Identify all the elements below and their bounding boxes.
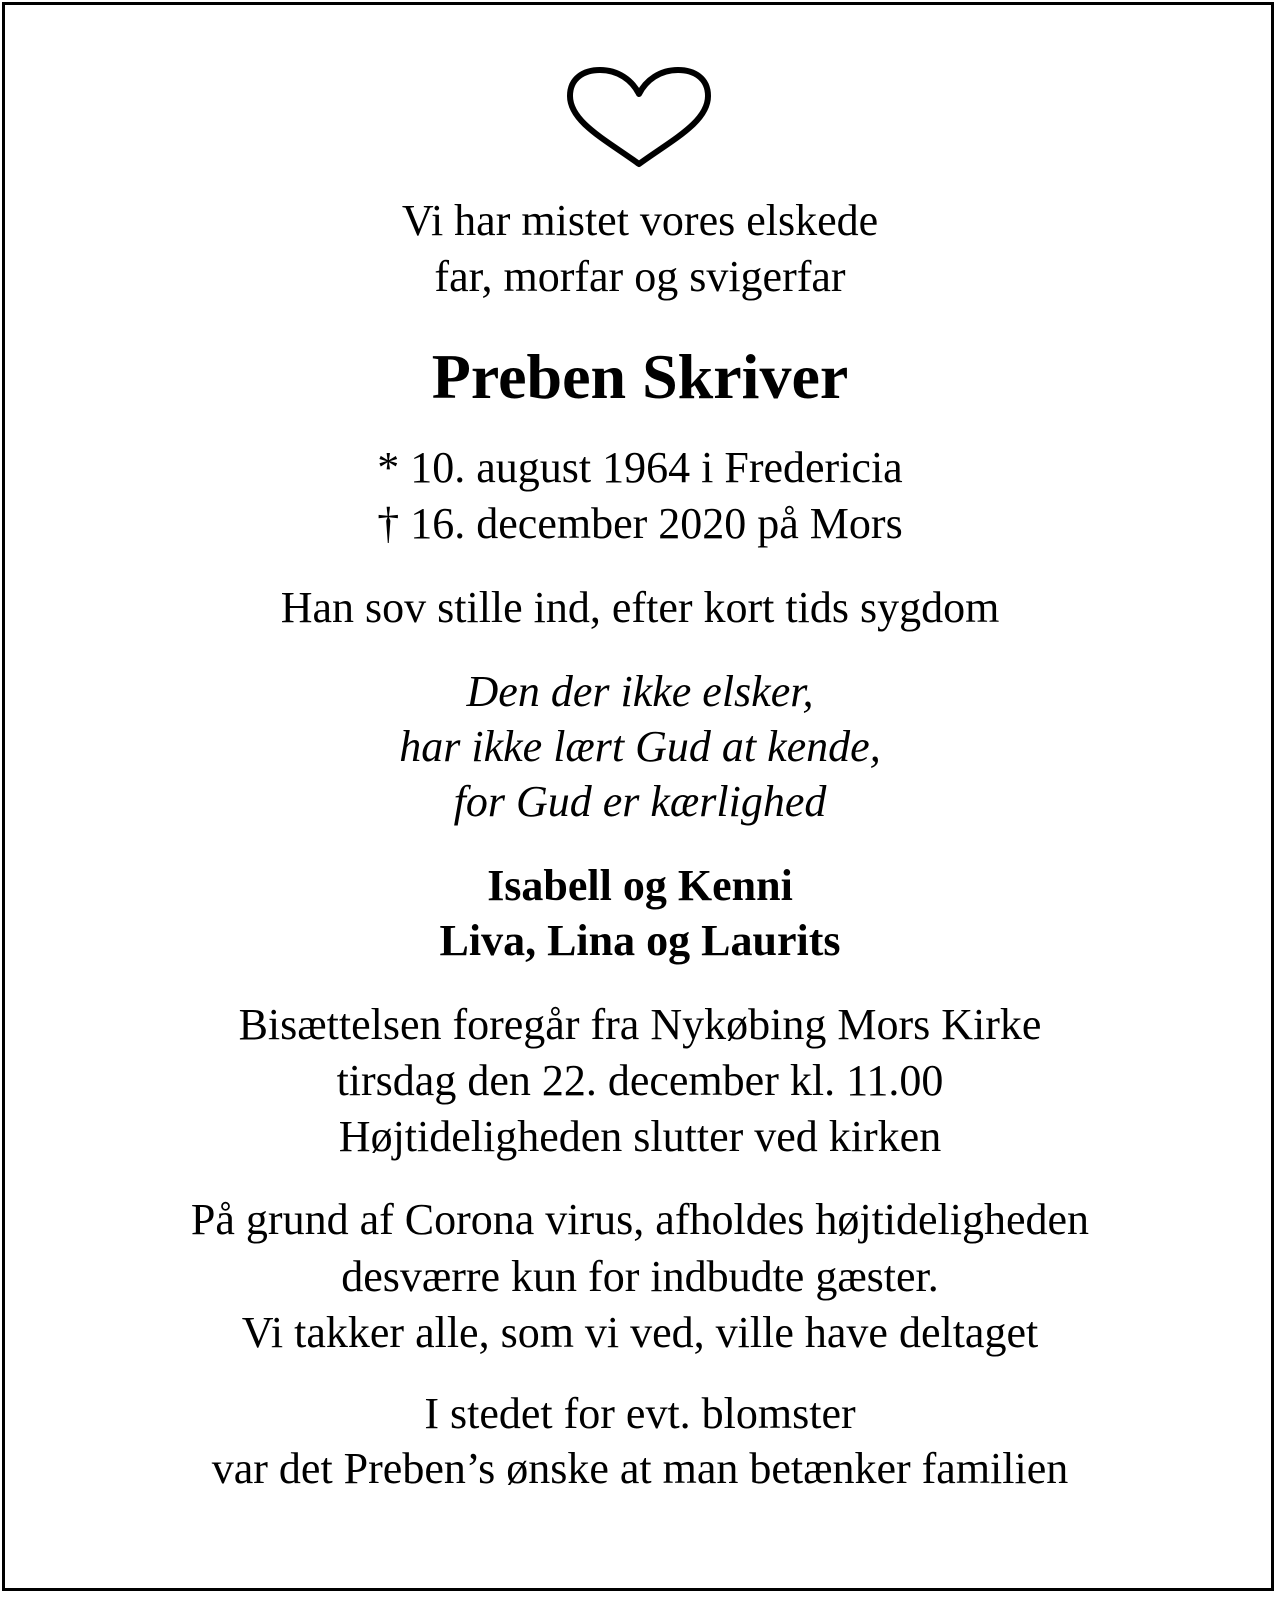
- funeral-line-3: Højtideligheden slutter ved kirken: [338, 1112, 942, 1161]
- birth-date: * 10. august 1964 i Fredericia: [377, 443, 903, 492]
- corona-line-2: desværre kun for indbudte gæster.: [341, 1252, 939, 1301]
- funeral-line-2: tirsdag den 22. december kl. 11.00: [336, 1056, 944, 1105]
- death-date: † 16. december 2020 på Mors: [377, 499, 903, 548]
- corona-line-3: Vi takker alle, som vi ved, ville have deltaget: [241, 1308, 1039, 1357]
- deceased-name: Preben Skriver: [431, 341, 849, 412]
- flowers-line-2: var det Preben’s ønske at man betænker familien: [211, 1444, 1069, 1493]
- verse-line-2: har ikke lært Gud at kende,: [399, 722, 881, 771]
- intro-line-1: Vi har mistet vores elskede: [401, 196, 879, 245]
- corona-line-1: På grund af Corona virus, afholdes højtideligheden: [190, 1195, 1090, 1244]
- family-line-1: Isabell og Kenni: [487, 861, 793, 910]
- flowers-line-1: I stedet for evt. blomster: [424, 1389, 856, 1438]
- funeral-line-1: Bisættelsen foregår fra Nykøbing Mors Kirke: [238, 1000, 1042, 1049]
- family-line-2: Liva, Lina og Laurits: [439, 916, 841, 965]
- intro-line-2: far, morfar og svigerfar: [434, 252, 846, 301]
- passing-text: Han sov stille ind, efter kort tids sygdom: [280, 583, 1000, 632]
- verse-line-3: for Gud er kærlighed: [453, 777, 827, 826]
- heart-icon: [566, 66, 712, 170]
- verse-line-1: Den der ikke elsker,: [466, 667, 814, 716]
